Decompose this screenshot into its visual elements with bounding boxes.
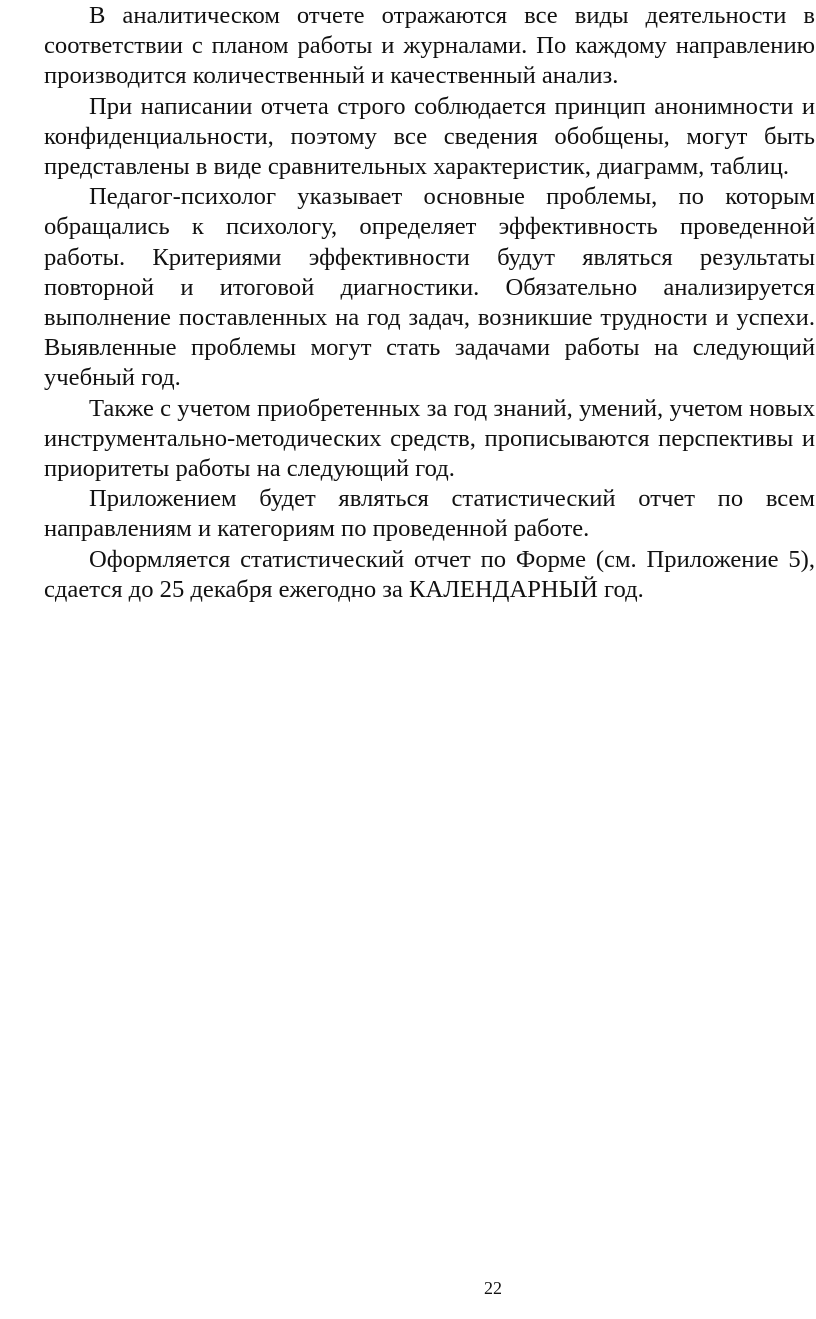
paragraph: Также с учетом приобретенных за год знаний, умений, учетом новых инструментально-методических средств, прописываются перспективы и приоритеты работы на следующий год. [44, 394, 815, 483]
paragraph: Оформляется статистический отчет по Форме (см. Приложение 5), сдается до 25 декабря ежегодно за КАЛЕНДАРНЫЙ год. [44, 545, 815, 603]
paragraph: Педагог-психолог указывает основные проблемы, по которым обращались к психологу, определяет эффективность проведенной работы. Критериями эффективности будут являться результаты повторной и итоговой диагностики. Обязательно анализируется выполнение поставленных на год задач, возникшие трудности и успехи. Выявленные проблемы могут стать задачами работы на следующий учебный год. [44, 183, 815, 392]
page-number: 22 [484, 1278, 502, 1298]
paragraph: В аналитическом отчете отражаются все виды деятельности в соответствии с планом работы и журналами. По каждому направлению производится количественный и качественный анализ. [44, 2, 815, 90]
paragraph: При написании отчета строго соблюдается принцип анонимности и конфиденциальности, поэтому все сведения обобщены, могут быть представлены в виде сравнительных характеристик, диаграмм, таблиц. [44, 92, 815, 181]
paragraph: Приложением будет являться статистический отчет по всем направлениям и категориям по проведенной работе. [44, 485, 815, 543]
document-body [44, 1, 815, 605]
